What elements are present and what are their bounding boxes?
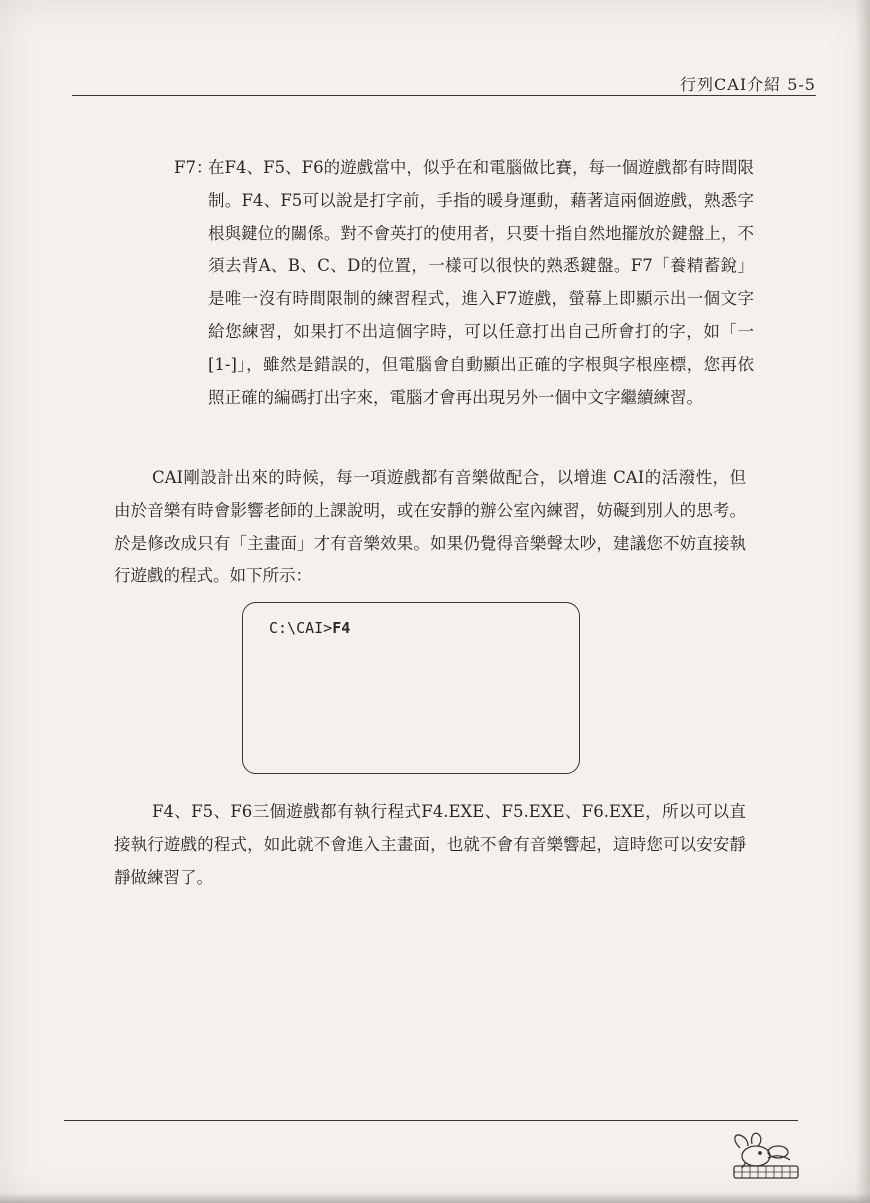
rabbit-keyboard-logo-icon: [726, 1126, 802, 1182]
header-rule: [72, 95, 816, 96]
music-paragraph-text: CAI剛設計出來的時候，每一項遊戲都有音樂做配合，以增進 CAI的活潑性，但由於音樂有時會影響老師的上課說明，或在安靜的辦公室內練習，妨礙到別人的思考。於是修改成只有「主畫面」才有音樂效果。如果仍覺得音樂聲太吵，建議您不妨直接執行遊戲的程式。如下所示：: [114, 468, 746, 586]
f7-label: F7：: [174, 158, 213, 177]
footer-rule: [64, 1120, 798, 1121]
page-bottom-edge: [0, 1193, 870, 1203]
exe-paragraph-text: F4、F5、F6三個遊戲都有執行程式F4.EXE、F5.EXE、F6.EXE，所以可以直接執行遊戲的程式，如此就不會進入主畫面，也就不會有音樂響起，這時您可以安安靜靜做練習了。: [114, 802, 746, 887]
running-header-title: 行列CAI介紹 5-5: [680, 75, 816, 94]
exe-paragraph: [114, 796, 746, 894]
command-example-box: [242, 602, 580, 774]
command-line: [269, 619, 350, 637]
page-right-edge: [856, 0, 870, 1203]
f7-description: [174, 152, 754, 414]
f7-text: 在F4、F5、F6的遊戲當中，似乎在和電腦做比賽，每一個遊戲都有時間限制。F4、F5可以說是打字前，手指的暖身運動，藉著這兩個遊戲，熟悉字根與鍵位的關係。對不會英打的使用者，只要十指自然地擺放於鍵盤上，不須去背A、B、C、D的位置，一樣可以很快的熟悉鍵盤。F7「養精蓄銳」是唯一沒有時間限制的練習程式，進入F7遊戲，螢幕上即顯示出一個文字給您練習，如果打不出這個字時，可以任意打出自己所會打的字，如「一[1-]」，雖然是錯誤的，但電腦會自動顯出正確的字根與字根座標，您再依照正確的編碼打出字來，電腦才會再出現另外一個中文字繼續練習。: [208, 158, 754, 407]
command-prompt: C:\CAI>: [269, 619, 333, 637]
command-text: F4: [332, 619, 351, 637]
music-paragraph: [114, 462, 746, 593]
